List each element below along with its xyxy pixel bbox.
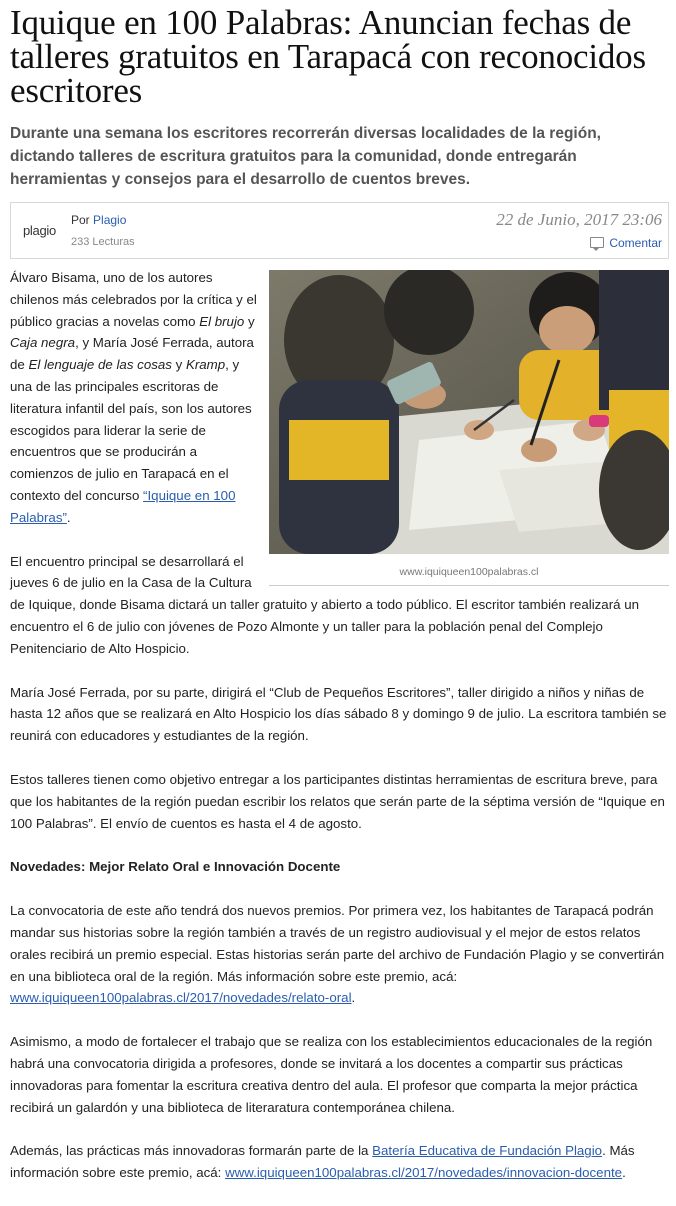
subheading: [10, 856, 669, 878]
paragraph-text: .: [66, 509, 71, 525]
paragraph-text: , y María José Ferrada, autora de: [10, 335, 254, 373]
paragraph-5: [10, 900, 669, 1009]
paragraph-text: .: [622, 1165, 626, 1181]
paragraph-3: María José Ferrada, por su parte, dirigirá el “Club de Pequeños Escritores”, taller dirigido a niños y niñas de hasta 12 años que se realizará en Alto Hospicio los días sábado 8 y domingo 9 de julio. La escritora también se reunirá con educadores y estudiantes de la región.: [10, 684, 667, 744]
comment-label: Comentar: [609, 236, 662, 250]
article-body: [10, 267, 669, 1206]
publish-date: 22 de Junio, 2017 23:06: [496, 210, 662, 229]
paragraph-2: El encuentro principal se desarrollará el jueves 6 de julio en la Casa de la Cultura de Iquique, donde Bisama dictará un taller gratuito y abierto a todo público. El escritor también realizará un encuentro el 6 de julio con jóvenes de Pozo Almonte y un taller para la población penal del Complejo Penitenciario de Alto Hospicio.: [10, 553, 640, 656]
book-title: El lenguaje de las cosas: [28, 357, 172, 373]
figure-spacer: [261, 267, 669, 585]
paragraph-4: Estos talleres tienen como objetivo entregar a los participantes distintas herramientas de escritura breve, para que los habitantes de la región puedan escribir los relatos que serán parte de la séptima versión de “Iquique en 100 Palabras”. El envío de cuentos es hasta el 4 de agosto.: [10, 771, 665, 831]
image-caption: www.iquiqueen100palabras.cl: [399, 566, 539, 578]
book-title: Kramp: [185, 357, 226, 373]
bateria-educativa-link[interactable]: Batería Educativa de Fundación Plagio: [372, 1143, 603, 1159]
comment-icon: [590, 237, 604, 248]
paragraph-text: .: [351, 990, 356, 1006]
paragraph-text: . Más información sobre este premio, acá:: [10, 1143, 635, 1181]
article-meta-box: [10, 202, 669, 259]
innovacion-docente-link[interactable]: www.iquiqueen100palabras.cl/2017/novedades/innovacion-docente: [225, 1165, 623, 1181]
paragraph-text: Además, las prácticas más innovadoras formarán parte de la: [10, 1143, 373, 1159]
paragraph-text: Álvaro Bisama, uno de los autores chilenos más celebrados por la crítica y el público gracias a novelas como: [10, 270, 257, 329]
subheading-text: Novedades: Mejor Relato Oral e Innovación Docente: [10, 859, 341, 875]
read-count: 233 Lecturas: [71, 236, 135, 248]
byline: [71, 213, 126, 227]
contest-link[interactable]: “Iquique en 100 Palabras”: [10, 487, 236, 525]
paragraph-text: y: [244, 313, 255, 329]
article: [10, 0, 669, 1181]
paragraph-7: [10, 1140, 669, 1184]
paragraph-text: y: [171, 357, 186, 373]
comment-button[interactable]: [590, 236, 662, 250]
article-title: Iquique en 100 Palabras: Anuncian fechas de talleres gratuitos en Tarapacá con reconocidos escritores: [10, 3, 646, 110]
paragraph-text: , y una de las principales escritoras de literatura infantil del país, son los autores escogidos para liderar la serie de encuentros que se producirán a comienzos de julio en Tarapacá en el contexto del concurso: [10, 357, 252, 503]
byline-prefix: Por: [71, 213, 90, 227]
author-link[interactable]: Plagio: [93, 213, 127, 227]
plagio-logo[interactable]: plagio: [23, 223, 56, 238]
book-title: Caja negra: [10, 335, 76, 351]
book-title: El brujo: [199, 313, 245, 329]
relato-oral-link[interactable]: www.iquiqueen100palabras.cl/2017/novedades/relato-oral: [10, 990, 352, 1006]
paragraph-text: La convocatoria de este año tendrá dos nuevos premios. Por primera vez, los habitantes de Tarapacá podrán mandar sus historias sobre la región también a través de un registro audiovisual y el mejor de estos relatos orales recibirá un premio especial. Estas historias serán parte del archivo de Fundación Plagio y se convertirán en una biblioteca oral de la región. Más información sobre este premio, acá:: [10, 903, 665, 984]
paragraph-6: Asimismo, a modo de fortalecer el trabajo que se realiza con los establecimientos educacionales de la región habrá una convocatoria dirigida a profesores, donde se invitará a los docentes a compartir sus prácticas innovadoras para fomentar la escritura creativa dentro del aula. El profesor que comparta la mejor práctica recibirá un galardón y una biblioteca de literaratura contemporánea chilena.: [10, 1034, 653, 1115]
article-lead: Durante una semana los escritores recorrerán diversas localidades de la región, dictando talleres de escritura gratuitos para la comunidad, donde entregarán herramientas y consejos para el desarrollo de cuentos breves.: [10, 125, 601, 188]
